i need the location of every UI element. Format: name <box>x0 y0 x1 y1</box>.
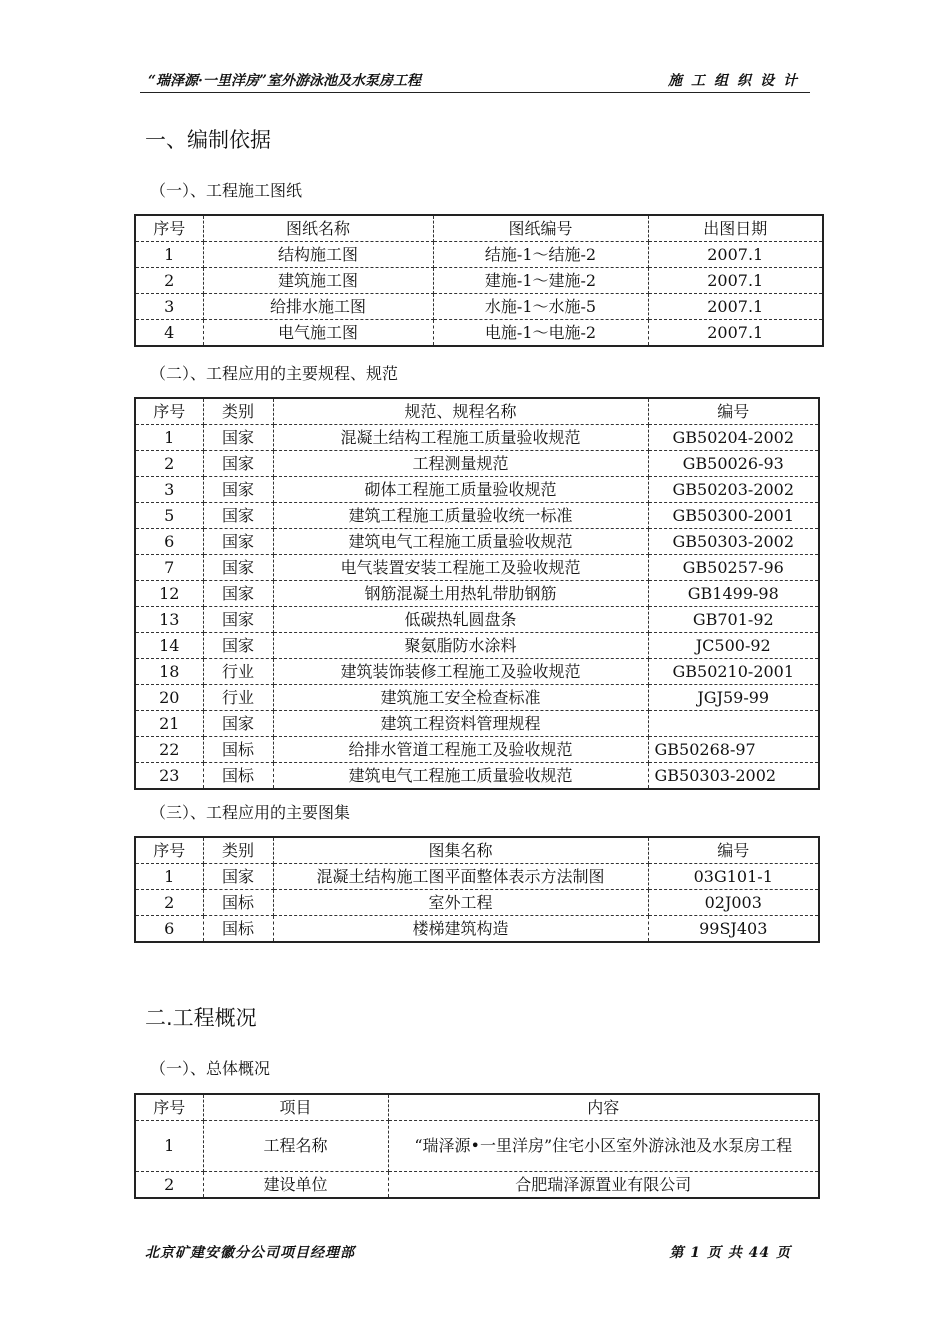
table-cell: 混凝土结构施工图平面整体表示方法制图 <box>273 864 648 890</box>
table-cell: 2007.1 <box>648 268 823 294</box>
table-row <box>135 294 823 320</box>
table-cell: 工程测量规范 <box>273 451 648 477</box>
table-cell: GB50303-2002 <box>648 529 819 555</box>
table-row <box>135 555 819 581</box>
column-header: 编号 <box>648 398 819 425</box>
table-cell: 建筑电气工程施工质量验收规范 <box>273 529 648 555</box>
column-header: 图集名称 <box>273 837 648 864</box>
table-cell: GB50303-2002 <box>648 763 819 790</box>
table-header-row <box>135 837 819 864</box>
table-row <box>135 763 819 790</box>
table-cell: 建施-1～建施-2 <box>433 268 648 294</box>
subsection-atlases-title: （三）、工程应用的主要图集 <box>150 803 351 822</box>
table-cell: 03G101-1 <box>648 864 819 890</box>
table-cell: 13 <box>135 607 203 633</box>
table-cell: 国家 <box>203 425 273 451</box>
table-cell: 12 <box>135 581 203 607</box>
table-cell: 给排水施工图 <box>203 294 433 320</box>
table-cell <box>648 711 819 737</box>
table-row <box>135 242 823 268</box>
table-cell: 6 <box>135 916 203 943</box>
table-cell: 21 <box>135 711 203 737</box>
column-header: 编号 <box>648 837 819 864</box>
table-header-row <box>135 215 823 242</box>
table-cell: 7 <box>135 555 203 581</box>
table-cell: JC500-92 <box>648 633 819 659</box>
table-cell: 02J003 <box>648 890 819 916</box>
table-cell: 钢筋混凝土用热轧带肋钢筋 <box>273 581 648 607</box>
standards-table <box>134 397 820 790</box>
subsection-drawings-title: （一）、工程施工图纸 <box>150 181 303 200</box>
table-cell: 国标 <box>203 890 273 916</box>
table-row <box>135 864 819 890</box>
table-cell: 国家 <box>203 581 273 607</box>
subsection-overview-title: （一）、总体概况 <box>150 1059 271 1078</box>
table-cell: 14 <box>135 633 203 659</box>
table-cell: 3 <box>135 477 203 503</box>
table-cell: 18 <box>135 659 203 685</box>
table-row <box>135 451 819 477</box>
column-header: 类别 <box>203 837 273 864</box>
table-cell: 6 <box>135 529 203 555</box>
table-cell: 建筑施工图 <box>203 268 433 294</box>
table-cell: 行业 <box>203 659 273 685</box>
column-header: 规范、规程名称 <box>273 398 648 425</box>
column-header: 图纸编号 <box>433 215 648 242</box>
table-cell: 99SJ403 <box>648 916 819 943</box>
column-header: 项目 <box>203 1094 388 1121</box>
table-cell: 国家 <box>203 607 273 633</box>
page-header <box>140 68 810 93</box>
table-cell: 22 <box>135 737 203 763</box>
table-row <box>135 425 819 451</box>
table-cell: 工程名称 <box>203 1121 388 1172</box>
table-cell: 给排水管道工程施工及验收规范 <box>273 737 648 763</box>
table-cell: 2 <box>135 268 203 294</box>
table-row <box>135 581 819 607</box>
section-2-title: 二.工程概况 <box>145 1006 257 1030</box>
table-cell: 1 <box>135 1121 203 1172</box>
table-cell: 砌体工程施工质量验收规范 <box>273 477 648 503</box>
table-row <box>135 711 819 737</box>
table-cell: 1 <box>135 864 203 890</box>
table-row <box>135 268 823 294</box>
table-header-row <box>135 1094 819 1121</box>
table-cell: 建设单位 <box>203 1172 388 1199</box>
atlases-table <box>134 836 820 943</box>
table-cell: 国家 <box>203 555 273 581</box>
table-cell: 电气施工图 <box>203 320 433 347</box>
footer-page-number: 第 1 页 共 44 页 <box>669 1245 791 1261</box>
table-cell: “瑞泽源•一里洋房”住宅小区室外游泳池及水泵房工程 <box>388 1121 819 1172</box>
table-cell: GB50204-2002 <box>648 425 819 451</box>
table-cell: GB1499-98 <box>648 581 819 607</box>
table-cell: GB50268-97 <box>648 737 819 763</box>
table-cell: 5 <box>135 503 203 529</box>
overview-table <box>134 1093 820 1199</box>
column-header: 序号 <box>135 215 203 242</box>
table-row <box>135 737 819 763</box>
table-cell: GB701-92 <box>648 607 819 633</box>
table-cell: 国家 <box>203 503 273 529</box>
table-cell: GB50026-93 <box>648 451 819 477</box>
drawings-table <box>134 214 824 347</box>
table-cell: 1 <box>135 425 203 451</box>
table-cell: 聚氨脂防水涂料 <box>273 633 648 659</box>
table-cell: 2007.1 <box>648 242 823 268</box>
table-cell: 国家 <box>203 864 273 890</box>
subsection-standards-title: （二）、工程应用的主要规程、规范 <box>150 364 399 383</box>
table-row <box>135 529 819 555</box>
table-cell: 建筑装饰装修工程施工及验收规范 <box>273 659 648 685</box>
column-header: 图纸名称 <box>203 215 433 242</box>
column-header: 类别 <box>203 398 273 425</box>
column-header: 内容 <box>388 1094 819 1121</box>
table-cell: GB50210-2001 <box>648 659 819 685</box>
table-cell: 2007.1 <box>648 320 823 347</box>
table-cell: 23 <box>135 763 203 790</box>
table-cell: 合肥瑞泽源置业有限公司 <box>388 1172 819 1199</box>
table-cell: 国家 <box>203 529 273 555</box>
table-cell: 国标 <box>203 737 273 763</box>
table-cell: GB50300-2001 <box>648 503 819 529</box>
table-cell: 结施-1～结施-2 <box>433 242 648 268</box>
table-row <box>135 477 819 503</box>
table-cell: 2007.1 <box>648 294 823 320</box>
table-cell: 行业 <box>203 685 273 711</box>
header-project-title: “瑞泽源·一里洋房”室外游泳池及水泵房工程 <box>148 73 421 89</box>
header-doc-type: 施工组织设计 <box>668 73 806 89</box>
table-header-row <box>135 398 819 425</box>
table-cell: 2 <box>135 890 203 916</box>
table-cell: 室外工程 <box>273 890 648 916</box>
table-cell: 建筑施工安全检查标准 <box>273 685 648 711</box>
table-cell: JGJ59-99 <box>648 685 819 711</box>
footer-company: 北京矿建安徽分公司项目经理部 <box>145 1245 355 1261</box>
table-row <box>135 633 819 659</box>
table-cell: 建筑工程施工质量验收统一标准 <box>273 503 648 529</box>
table-cell: 建筑电气工程施工质量验收规范 <box>273 763 648 790</box>
table-cell: 1 <box>135 242 203 268</box>
table-cell: 国家 <box>203 477 273 503</box>
table-row <box>135 607 819 633</box>
table-cell: 20 <box>135 685 203 711</box>
column-header: 序号 <box>135 1094 203 1121</box>
table-cell: 国家 <box>203 633 273 659</box>
column-header: 序号 <box>135 398 203 425</box>
table-cell: 结构施工图 <box>203 242 433 268</box>
table-cell: 电气装置安装工程施工及验收规范 <box>273 555 648 581</box>
table-row <box>135 685 819 711</box>
table-row <box>135 320 823 347</box>
table-cell: 国标 <box>203 763 273 790</box>
table-cell: 2 <box>135 1172 203 1199</box>
section-1-title: 一、编制依据 <box>145 128 271 152</box>
table-cell: 建筑工程资料管理规程 <box>273 711 648 737</box>
table-cell: GB50257-96 <box>648 555 819 581</box>
table-cell: 4 <box>135 320 203 347</box>
table-cell: 2 <box>135 451 203 477</box>
table-cell: 国家 <box>203 711 273 737</box>
table-cell: 3 <box>135 294 203 320</box>
table-cell: 水施-1～水施-5 <box>433 294 648 320</box>
table-cell: 国家 <box>203 451 273 477</box>
table-row <box>135 916 819 943</box>
table-cell: 楼梯建筑构造 <box>273 916 648 943</box>
table-row <box>135 1121 819 1172</box>
column-header: 出图日期 <box>648 215 823 242</box>
table-cell: 国标 <box>203 916 273 943</box>
table-cell: 电施-1～电施-2 <box>433 320 648 347</box>
table-row <box>135 503 819 529</box>
table-row <box>135 659 819 685</box>
table-row <box>135 1172 819 1199</box>
table-row <box>135 890 819 916</box>
column-header: 序号 <box>135 837 203 864</box>
table-cell: GB50203-2002 <box>648 477 819 503</box>
table-cell: 低碳热轧圆盘条 <box>273 607 648 633</box>
table-cell: 混凝土结构工程施工质量验收规范 <box>273 425 648 451</box>
